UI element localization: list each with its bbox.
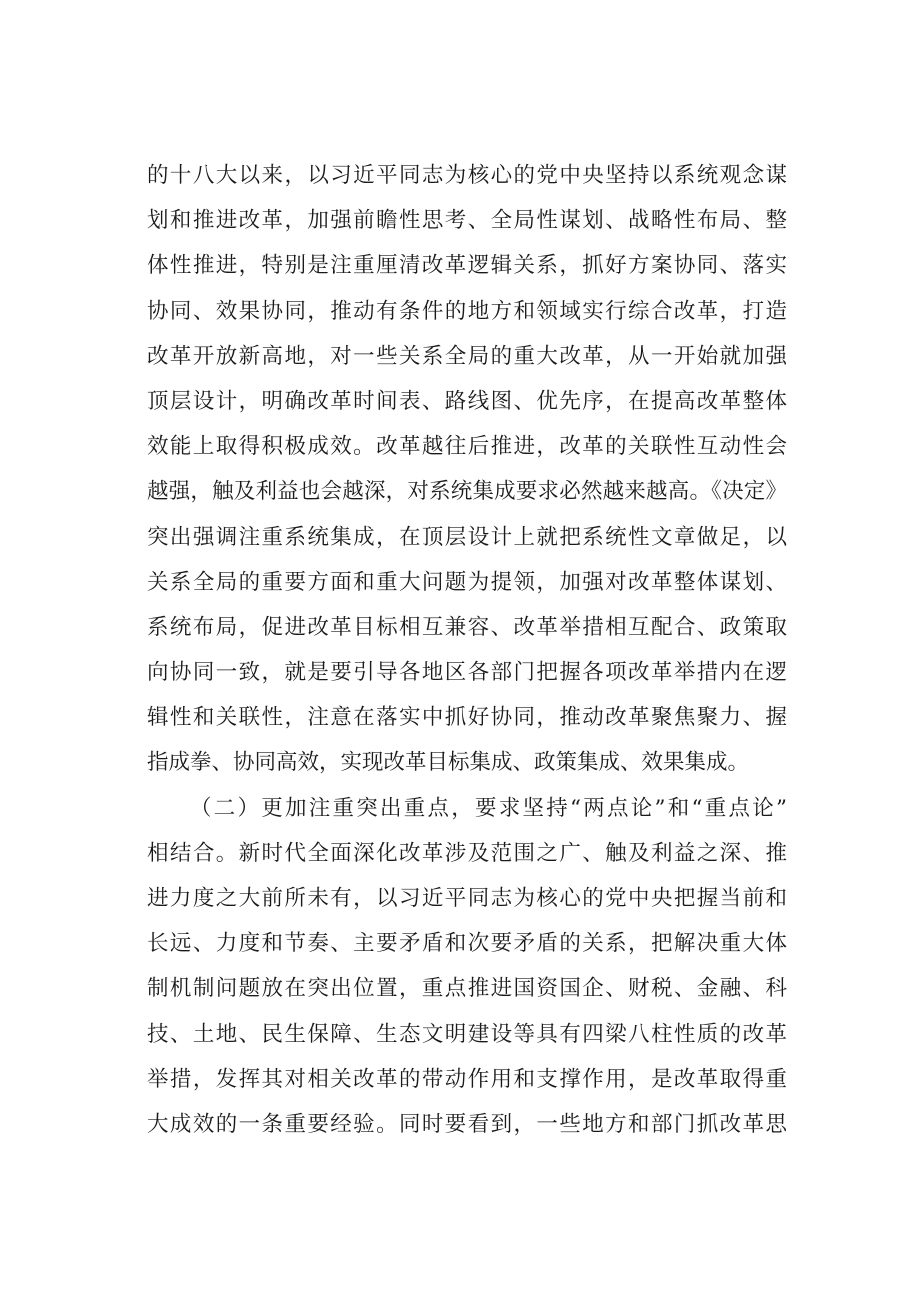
text-line: 关系全局的重要方面和重大问题为提领，加强对改革整体谋划、 xyxy=(147,569,787,595)
text-line: 顶层设计，明确改革时间表、路线图、优先序，在提高改革整体 xyxy=(147,388,787,414)
body-text xyxy=(147,153,787,1147)
text-line: 划和推进改革，加强前瞻性思考、全局性谋划、战略性布局、整 xyxy=(147,208,787,234)
text-line: 越强，触及利益也会越深，对系统集成要求必然越来越高。《决定》 xyxy=(147,479,787,505)
text-line: 效能上取得积极成效。改革越往后推进，改革的关联性互动性会 xyxy=(147,434,787,460)
paragraph-heading-line: （二）更加注重突出重点，要求坚持“两点论”和“重点论” xyxy=(190,795,787,821)
text-line: 系统布局，促进改革目标相互兼容、改革举措相互配合、政策取 xyxy=(147,614,787,640)
text-line: 指成拳、协同高效，实现改革目标集成、政策集成、效果集成。 xyxy=(147,750,750,776)
text-line: 大成效的一条重要经验。同时要看到，一些地方和部门抓改革思 xyxy=(147,1111,787,1137)
text-line: 举措，发挥其对相关改革的带动作用和支撑作用，是改革取得重 xyxy=(147,1066,787,1092)
text-line: 长远、力度和节奏、主要矛盾和次要矛盾的关系，把解决重大体 xyxy=(147,931,787,957)
text-line: 技、土地、民生保障、生态文明建设等具有四梁八柱性质的改革 xyxy=(147,1021,787,1047)
text-line: 相结合。新时代全面深化改革涉及范围之广、触及利益之深、推 xyxy=(147,840,787,866)
text-line: 的十八大以来，以习近平同志为核心的党中央坚持以系统观念谋 xyxy=(147,163,787,188)
text-line: 制机制问题放在突出位置，重点推进国资国企、财税、金融、科 xyxy=(147,976,787,1002)
text-line: 体性推进，特别是注重厘清改革逻辑关系，抓好方案协同、落实 xyxy=(147,253,787,279)
text-line: 改革开放新高地，对一些关系全局的重大改革，从一开始就加强 xyxy=(147,343,787,369)
text-line: 协同、效果协同，推动有条件的地方和领域实行综合改革，打造 xyxy=(147,298,787,324)
text-line: 辑性和关联性，注意在落实中抓好协同，推动改革聚焦聚力、握 xyxy=(147,705,787,731)
text-line: 进力度之大前所未有，以习近平同志为核心的党中央把握当前和 xyxy=(147,886,787,911)
text-line: 突出强调注重系统集成，在顶层设计上就把系统性文章做足，以 xyxy=(147,524,787,550)
text-line: 向协同一致，就是要引导各地区各部门把握各项改革举措内在逻 xyxy=(147,660,787,686)
